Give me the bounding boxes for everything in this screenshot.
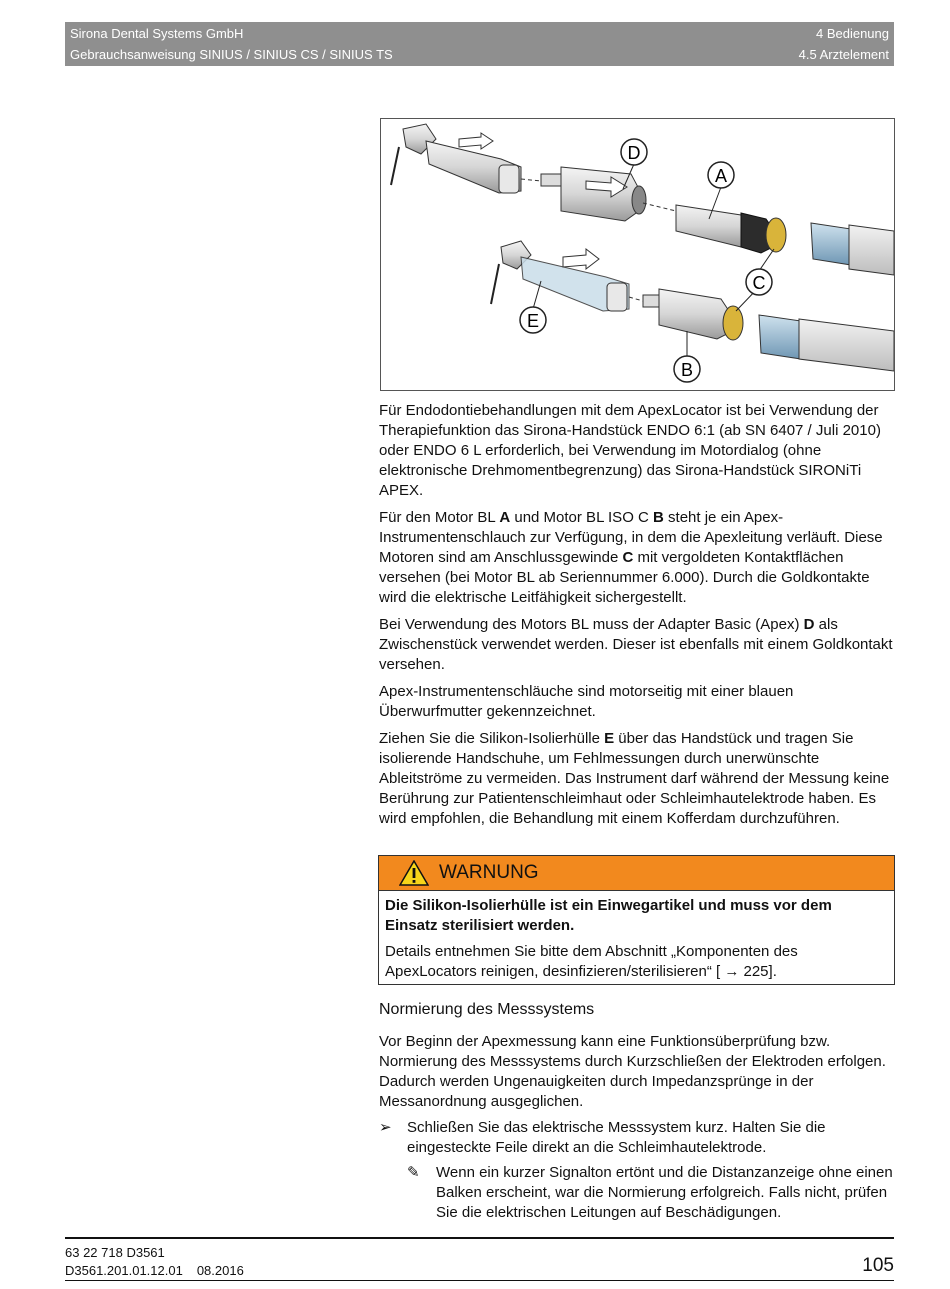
page-number: 105 (862, 1255, 894, 1276)
chapter-title: 4 Bedienung (815, 26, 889, 41)
warning-bold-text: Die Silikon-Isolierhülle ist ein Einwegartikel und muss vor dem Einsatz sterilisiert werden. (385, 897, 832, 934)
doc-revision: D3561.201.01.12.01 (65, 1263, 183, 1278)
warning-triangle-icon (399, 860, 429, 886)
motor-a (676, 205, 786, 253)
label-c (736, 249, 774, 311)
result-hand-icon: ✎ (407, 1164, 420, 1181)
paragraph-endodontics: Für Endodontiebehandlungen mit dem ApexLocator ist bei Verwendung der Therapiefunktion das Sirona-Handstück ENDO 6:1 (ab SN 6407 / Juli 2010) oder ENDO 6 L erforderlich, bei Verwendung im Motordialog (ohne elektronische Drehmomentbegrenzung) das Sirona-Handstück SIRONiTi APEX. (379, 402, 881, 499)
doc-date: 08.2016 (196, 1263, 244, 1278)
lower-handpiece (491, 241, 629, 311)
warning-header (379, 856, 894, 891)
step-text: Schließen Sie das elektrische Messsystem kurz. Halten Sie die eingesteckte Feile direkt an die Schleimhautelektrode. (407, 1119, 826, 1156)
blue-nut-upper (811, 223, 894, 275)
header-row-1 (70, 24, 889, 44)
manual-title: Gebrauchsanweisung SINIUS / SINIUS CS / SINIUS TS (70, 47, 393, 62)
footer-bottom-rule (65, 1280, 894, 1281)
warning-detail: Details entnehmen Sie bitte dem Abschnitt „Komponenten des ApexLocators reinigen, desinfizieren/sterilisieren“ [ → 225]. (385, 943, 798, 980)
normalization-section (379, 1000, 894, 1223)
paragraph-silicone-sleeve: Ziehen Sie die Silikon-Isolierhülle E über das Handstück und tragen Sie isolierende Handschuhe, um Fehlmessungen durch unerwünschte Ableitströme zu vermeiden. Das Instrument darf während der Messung keine Berührung zur Patientenschleimhaut oder Schleimhautelektrode haben. Es wird empfohlen, die Behandlung mit einem Kofferdam durchzuführen. (379, 730, 890, 827)
svg-text:C: C (752, 273, 766, 293)
header-row-2 (70, 45, 889, 65)
warning-box (378, 855, 895, 985)
label-b (674, 331, 700, 382)
instruction-step (379, 1118, 894, 1158)
section-title: 4.5 Arztelement (798, 47, 889, 62)
label-a (708, 162, 734, 219)
svg-text:A: A (714, 166, 728, 186)
company-name: Sirona Dental Systems GmbH (70, 26, 244, 41)
warning-body (379, 891, 894, 982)
footer-rule (65, 1237, 894, 1239)
section-intro: Vor Beginn der Apexmessung kann eine Funktionsüberprüfung bzw. Normierung des Messsystems durch Kurzschließen der Elektroden erfolgen. Dadurch werden Ungenauigkeiten durch Impedanzsprünge in der Messanordnung ausgeglichen. (379, 1033, 886, 1110)
section-heading: Normierung des Messsystems (379, 1001, 595, 1018)
adapter-d (541, 167, 646, 221)
svg-text:B: B (680, 360, 694, 380)
upper-handpiece (391, 124, 521, 193)
label-e (520, 281, 546, 333)
instruction-result (379, 1163, 894, 1223)
motor-b (643, 289, 743, 340)
body-text (379, 401, 894, 836)
paragraph-adapter: Bei Verwendung des Motors BL muss der Adapter Basic (Apex) D als Zwischenstück verwendet werden. Dieser ist ebenfalls mit einem Goldkontakt versehen. (379, 616, 893, 673)
step-arrow-icon: ➢ (379, 1119, 392, 1136)
svg-text:E: E (526, 311, 540, 331)
blue-nut-lower (759, 315, 894, 371)
footer-doc-info (65, 1244, 244, 1280)
page-header (65, 22, 894, 66)
result-text: Wenn ein kurzer Signalton ertönt und die Distanzanzeige ohne einen Balken erscheint, war die Normierung erfolgreich. Falls nicht, prüfen Sie die elektrischen Leitungen auf Beschädigungen. (436, 1164, 893, 1221)
paragraph-motors: Für den Motor BL A und Motor BL ISO C B steht je ein Apex-Instrumentenschlauch zur Verfügung, in dem die Apexleitung verläuft. Diese Motoren sind am Anschlussgewinde C mit vergoldeten Kontaktflächen versehen (bei Motor BL ab Seriennummer 6.000). Durch die Goldkontakte wird die elektrische Leitfähigkeit sichergestellt. (379, 509, 883, 606)
doc-number: 63 22 718 D3561 (65, 1245, 165, 1260)
paragraph-hoses: Apex-Instrumentenschläuche sind motorseitig mit einer blauen Überwurfmutter gekennzeichnet. (379, 683, 794, 720)
warning-title: WARNUNG (439, 862, 539, 883)
illustration-svg (381, 119, 894, 390)
handpiece-illustration (380, 118, 895, 391)
svg-text:D: D (627, 143, 641, 163)
